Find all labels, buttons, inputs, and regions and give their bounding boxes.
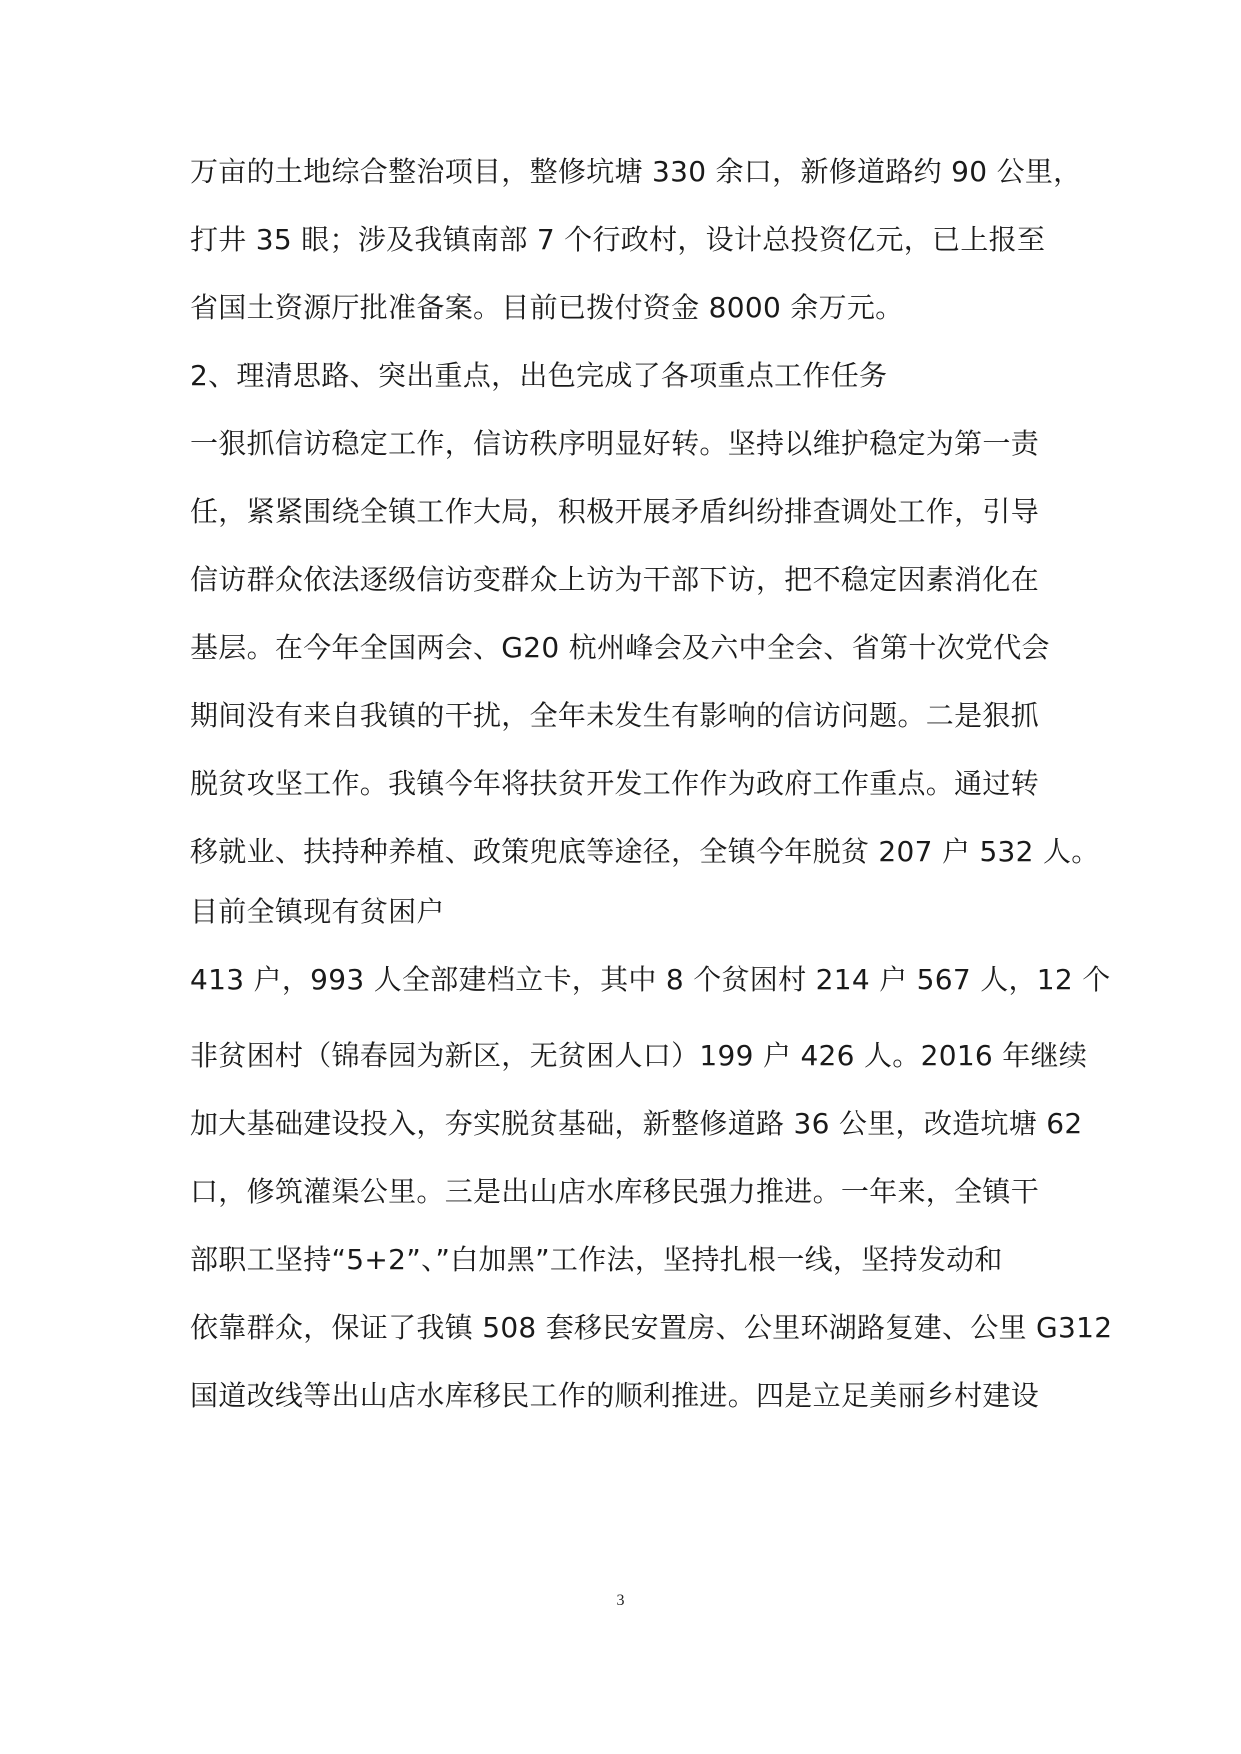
text-line: 期间没有来自我镇的干扰，全年未发生有影响的信访问题。二是狠抓 [190, 699, 1040, 732]
text-line: 部职工坚持“5+2”、”白加黑”工作法，坚持扎根一线，坚持发动和 [190, 1243, 1003, 1276]
text-line: 脱贫攻坚工作。我镇今年将扶贫开发工作作为政府工作重点。通过转 [190, 767, 1040, 800]
text-line: 国道改线等出山店水库移民工作的顺利推进。四是立足美丽乡村建设 [190, 1379, 1040, 1412]
text-line: 加大基础建设投入，夯实脱贫基础，新整修道路 36 公里，改造坑塘 62 [190, 1107, 1083, 1140]
text-line: 万亩的土地综合整治项目，整修坑塘 330 余口，新修道路约 90 公里， [190, 155, 1082, 188]
text-line: 非贫困村（锦春园为新区，无贫困人口）199 户 426 人。2016 年继续 [190, 1039, 1088, 1072]
page-number: 3 [616, 1592, 625, 1609]
text-line: 一狠抓信访稳定工作，信访秩序明显好转。坚持以维护稳定为第一责 [190, 427, 1040, 460]
text-line: 口，修筑灌渠公里。三是出山店水库移民强力推进。一年来，全镇干 [190, 1175, 1040, 1208]
text-line: 打井 35 眼；涉及我镇南部 7 个行政村，设计总投资亿元，已上报至 [190, 223, 1046, 256]
text-line: 信访群众依法逐级信访变群众上访为干部下访，把不稳定因素消化在 [190, 563, 1040, 596]
text-line: 413 户，993 人全部建档立卡，其中 8 个贫困村 214 户 567 人，12 个 [190, 963, 1111, 996]
body-text [190, 138, 1113, 1430]
text-line: 移就业、扶持种养植、政策兜底等途径，全镇今年脱贫 207 户 532 人。 [190, 835, 1100, 868]
text-line: 任，紧紧围绕全镇工作大局，积极开展矛盾纠纷排查调处工作，引导 [190, 495, 1040, 528]
text-line: 省国土资源厅批准备案。目前已拨付资金 8000 余万元。 [190, 291, 904, 324]
text-line: 目前全镇现有贫困户 [190, 895, 445, 928]
text-line: 依靠群众，保证了我镇 508 套移民安置房、公里环湖路复建、公里 G312 [190, 1311, 1113, 1344]
text-line: 基层。在今年全国两会、G20 杭州峰会及六中全会、省第十次党代会 [190, 631, 1050, 664]
section-heading: 2、理清思路、突出重点，出色完成了各项重点工作任务 [190, 359, 888, 392]
